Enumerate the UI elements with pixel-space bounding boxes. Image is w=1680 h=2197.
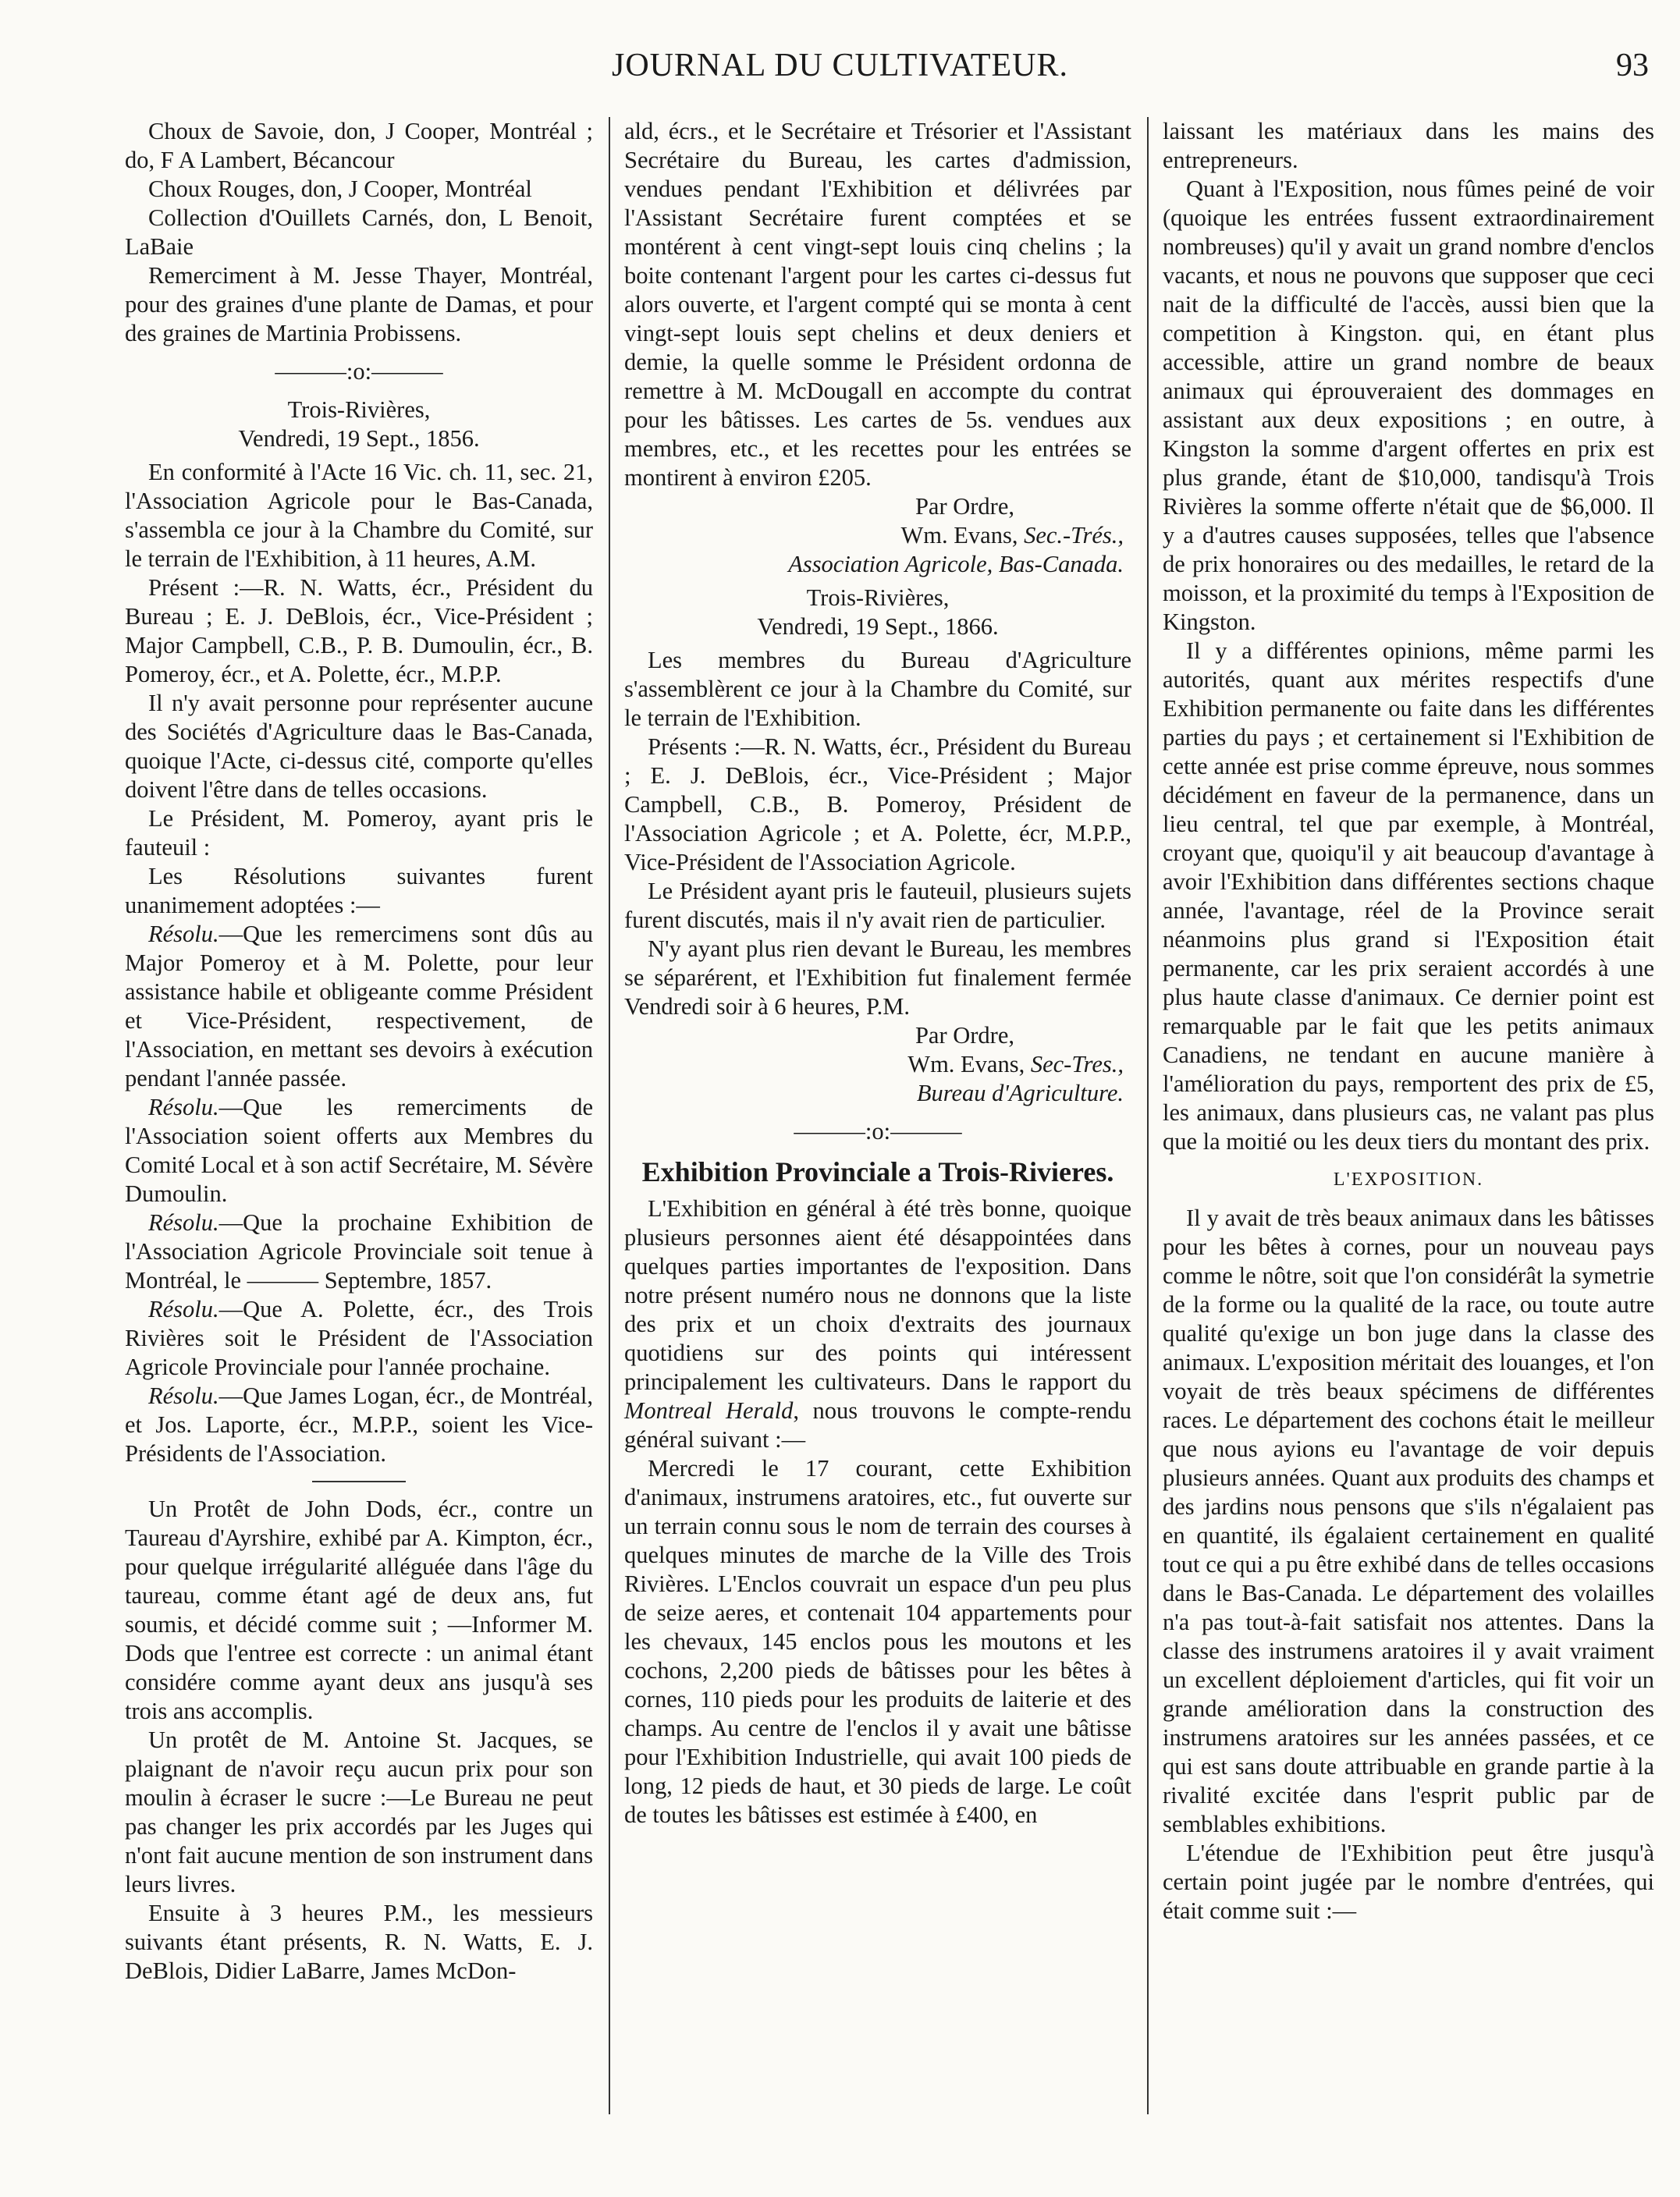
- paragraph: Les Résolutions suivantes furent unanimement adoptées :—: [125, 863, 593, 918]
- paragraph: Un protêt de M. Antoine St. Jacques, se plaignant de n'avoir reçu aucun prix pour son moulin à écraser le sucre :—Le Bureau ne peut pas changer les prix accordés par les Juges qui n'ont fait aucune mention de son instrument dans leurs livres.: [125, 1727, 593, 1897]
- journal-title: JOURNAL DU CULTIVATEUR.: [612, 48, 1068, 83]
- dateline: [624, 584, 1131, 641]
- paragraph: Il n'y avait personne pour représenter aucune des Sociétés d'Agriculture daas le Bas-Canada, quoique l'Acte, ci-dessus cité, comporte qu'elles doivent l'être dans de telles occasions.: [125, 690, 593, 803]
- paragraph: laissant les matériaux dans les mains des entrepreneurs.: [1163, 118, 1654, 173]
- column-divider: [1147, 117, 1149, 2114]
- resolution-label: Résolu.: [148, 1209, 219, 1236]
- short-rule: [312, 1481, 406, 1482]
- page-number: 93: [1616, 48, 1649, 83]
- article-columns: [125, 117, 1654, 2130]
- resolution-text: —Que la prochaine Exhibition de l'Association Agricole Provinciale soit tenue à Montréal, le ——— Septembre, 1857.: [125, 1209, 593, 1294]
- dateline-day: Vendredi, 19 Sept., 1866.: [757, 613, 999, 640]
- signature-organization: Association Agricole, Bas-Canada.: [788, 551, 1124, 577]
- paragraph: Remerciment à M. Jesse Thayer, Montréal, pour des graines d'une plante de Damas, et pour des graines de Martinia Probissens.: [125, 262, 593, 346]
- paragraph: N'y ayant plus rien devant le Bureau, les membres se séparérent, et l'Exhibition fut finalement fermée Vendredi soir à 6 heures, P.M.: [624, 935, 1131, 1020]
- paragraph: Mercredi le 17 courant, cette Exhibition d'animaux, instrumens aratoires, etc., fut ouverte sur un terrain connu sous le nom de terrain des courses à quelques minutes de marche de la Ville des Trois Rivières. L'Enclos couvrait un espace d'un peu plus de seize aeres, et contenait 104 appartements pour les chevaux, 145 enclos pous les moutons et les cochons, 2,200 pieds de bâtisses pour les bêtes à cornes, 110 pieds pour les produits de laiterie et des champs. Au centre de l'enclos il y avait une bâtisse pour l'Exhibition Industrielle, qui avait 100 pieds de long, 12 pieds de haut, et 30 pieds de large. Le coût de toutes les bâtisses est estimée à £400, en: [624, 1455, 1131, 1828]
- resolution-label: Résolu.: [148, 1382, 219, 1409]
- paragraph: ald, écrs., et le Secrétaire et Trésorier et l'Assistant Secrétaire du Bureau, les cartes d'admission, vendues pendant l'Exhibition et délivrées par l'Assistant Secrétaire furent comptées et se montérent à cent vingt-sept louis cinq chelins ; la boite contenant l'argent pour les cartes ci-dessus fut alors ouverte, et l'argent compté qui se monta à cent vingt-sept louis sept chelins et deux deniers et demie, la quelle somme le Président ordonna de remettre à M. McDougall en accompte du contrat pour les bâtisses. Les cartes de 5s. vendues aux membres, etc., et les recettes pour les entrées se montirent à environ £205.: [624, 118, 1131, 491]
- paragraph: Il y avait de très beaux animaux dans les bâtisses pour les bêtes à cornes, pour un nouveau pays comme le nôtre, soit que l'on considérât la symetrie de la forme ou la qualité de la race, ou toute autre qualité qu'exige un bon juge dans la classe des animaux. L'exposition méritait des louanges, et l'on voyait de très beaux spécimens de différentes races. Le département des cochons était le meilleur que nous ayions eu l'avantage de voir depuis plusieurs années. Quant aux produits des champs et des jardins nous pensons que s'ils n'égalaient pas en quantité, ils égalaient certainement en qualité tout ce qui a pu être exhibé dans de telles occasions dans le Bas-Canada. Le département des volailles n'a pas tout-à-fait satisfait nos attentes. Dans la classe des instrumens aratoires il y avait vraiment un excellent déploiement d'articles, qui fit voir un grande amélioration dans la construction des instrumens aratoires sur les années passées, et ce qui est sans doute attribuable en grande partie à la rivalité excitée dans l'esprit public par de semblables exhibitions.: [1163, 1205, 1654, 1837]
- dateline-place: Trois-Rivières,: [806, 584, 950, 611]
- resolution-text: —Que les remercimens sont dûs au Major Pomeroy et à M. Polette, pour leur assistance habile et obligeante comme Président et Vice-Président, respectivement, de l'Association, en mettant ses devoirs à exécution pendant l'année passée.: [125, 921, 593, 1091]
- paragraph: En conformité à l'Acte 16 Vic. ch. 11, sec. 21, l'Association Agricole pour le Bas-Canada, s'assembla ce jour à la Chambre du Comité, sur le terrain de l'Exhibition, à 11 heures, A.M.: [125, 459, 593, 572]
- signature-order: Par Ordre,: [915, 493, 1014, 520]
- resolution-text: —Que les remerciments de l'Association soient offerts aux Membres du Comité Local et à son actif Secrétaire, M. Sévère Dumoulin.: [125, 1094, 593, 1207]
- paragraph: Présent :—R. N. Watts, écr., Président du Bureau ; E. J. DeBlois, écr., Vice-Président ; Major Campbell, C.B., P. B. Dumoulin, écr., B. Pomeroy, écr., et A. Polette, écr., M.P.P.: [125, 574, 593, 687]
- dateline: [125, 396, 593, 453]
- resolution-label: Résolu.: [148, 1094, 219, 1120]
- resolution: [125, 920, 593, 1093]
- paragraph: Choux de Savoie, don, J Cooper, Montréal ; do, F A Lambert, Bécancour: [125, 118, 593, 173]
- column-2: [624, 117, 1131, 2130]
- signature-title: Sec-Tres.,: [1030, 1051, 1124, 1077]
- paragraph: Un Protêt de John Dods, écr., contre un Taureau d'Ayrshire, exhibé par A. Kimpton, écr., pour quelque irrégularité alléguée dans l'âge du taureau, comme étant agé de deux ans, fut soumis, et décidé comme suit ; —Informer M. Dods que l'entree est correcte : un animal étant considére comme ayant deux ans jusqu'à ses trois ans accomplis.: [125, 1496, 593, 1724]
- signature-block: [624, 1021, 1131, 1108]
- dateline-day: Vendredi, 19 Sept., 1856.: [238, 425, 480, 452]
- paragraph: Ensuite à 3 heures P.M., les messieurs suivants étant présents, R. N. Watts, E. J. DeBlois, Didier LaBarre, James McDon-: [125, 1900, 593, 1984]
- signature-person: Wm. Evans,: [900, 522, 1025, 548]
- section-separator: ———:o:———: [275, 358, 443, 385]
- paragraph: Présents :—R. N. Watts, écr., Président du Bureau ; E. J. DeBlois, écr., Vice-Président ; Major Campbell, C.B., B. Pomeroy, Président de l'Association Agricole ; et A. Polette, écr, M.P.P., Vice-Président de l'Association Agricole.: [624, 733, 1131, 875]
- signature-name: [624, 1050, 1124, 1079]
- resolution: [125, 1093, 593, 1209]
- column-divider: [609, 117, 610, 2114]
- signature-order: Par Ordre,: [915, 1022, 1014, 1049]
- resolution-label: Résolu.: [148, 921, 219, 947]
- paragraph: Quant à l'Exposition, nous fûmes peiné de voir (quoique les entrées fussent extraordinairement nombreuses) qu'il y avait un grand nombre d'enclos vacants, et nous ne pouvons que supposer que ceci nait de la difficulté de l'accès, aussi bien que la competition à Kingston. qui, en étant plus accessible, attire un grand nombre de beaux animaux qui éprouveraient des dommages en assistant aux deux expositions ; en outre, à Kingston la somme d'argent offertes en prix est plus grande, étant de $10,000, tandisqu'à Trois Rivières la somme offerte n'était que de $6,000. Il y a d'autres causes supposées, telles que l'absence de prix honoraires ou des medailles, le retard de la moisson, et la proximité du temps à l'Exposition de Kingston.: [1163, 176, 1654, 635]
- paragraph: Le Président, M. Pomeroy, ayant pris le fauteuil :: [125, 805, 593, 861]
- text-run: L'Exhibition en général à été très bonne, quoique plusieurs personnes aient été désappointées dans quelques parties importantes de l'exposition. Dans notre présent numéro nous ne donnons que la liste des prix et un choix d'extraits des journaux quotidiens sur des points qui intéressent principalement les cultivateurs. Dans le rapport du: [624, 1195, 1131, 1395]
- section-separator: ———:o:———: [794, 1118, 962, 1145]
- paragraph: Choux Rouges, don, J Cooper, Montréal: [148, 176, 532, 202]
- page-header: [0, 47, 1680, 101]
- resolution: [125, 1209, 593, 1295]
- signature-name: [624, 521, 1124, 550]
- resolution-text: —Que A. Polette, écr., des Trois Rivières soit le Président de l'Association Agricole Provinciale pour l'année prochaine.: [125, 1296, 593, 1380]
- paragraph: Les membres du Bureau d'Agriculture s'assemblèrent ce jour à la Chambre du Comité, sur le terrain de l'Exhibition.: [624, 647, 1131, 731]
- signature-title: Sec.-Trés.,: [1024, 522, 1124, 548]
- paragraph: L'étendue de l'Exhibition peut être jusqu'à certain point jugée par le nombre d'entrées, qui était comme suit :—: [1163, 1840, 1654, 1924]
- text-run: , nous trouvons le compte-rendu général suivant :—: [624, 1397, 1131, 1453]
- resolution: [125, 1295, 593, 1382]
- resolution-label: Résolu.: [148, 1296, 219, 1322]
- column-3: [1163, 117, 1654, 2130]
- paragraph: Il y a différentes opinions, même parmi les autorités, quant aux mérites respectifs d'une Exhibition permanente ou faite dans les différentes parties du pays ; et certainement si l'Exhibition de cette année est prise comme épreuve, nous sommes décidément en faveur de la permanence, dans un lieu central, tel que par exemple, à Montréal, croyant que, quoiqu'il y ait beaucoup d'avantage à avoir l'Exhibition dans différentes sections chaque année, l'avantage, réel de la Province serait néanmoins plus grand si l'Exposition était permanente, car les prix seraient accordés à une plus haute classe d'animaux. Ce dernier point est remarquable par le fait que les petits animaux Canadiens, ne tendant en aucune manière à l'amélioration du pays, remportent des prix de £5, les animaux, dans plusieurs cas, ne valant pas plus que la moitié ou les deux tiers du montant des prix.: [1163, 637, 1654, 1155]
- signature-organization: Bureau d'Agriculture.: [916, 1080, 1124, 1106]
- paragraph: [624, 1194, 1131, 1454]
- signature-person: Wm. Evans,: [907, 1051, 1031, 1077]
- newspaper-name: Montreal Herald: [624, 1397, 794, 1424]
- signature-block: [624, 492, 1131, 579]
- paragraph: Le Président ayant pris le fauteuil, plusieurs sujets furent discutés, mais il n'y avait rien de particulier.: [624, 878, 1131, 933]
- section-subheading: L'EXPOSITION.: [1333, 1169, 1484, 1190]
- column-1: [125, 117, 593, 2130]
- resolution-text: —Que James Logan, écr., de Montréal, et Jos. Laporte, écr., M.P.P., soient les Vice-Présidents de l'Association.: [125, 1382, 593, 1467]
- resolution: [125, 1382, 593, 1468]
- dateline-place: Trois-Rivières,: [287, 396, 431, 423]
- article-heading: Exhibition Provinciale a Trois-Rivieres.: [641, 1156, 1114, 1187]
- paragraph: Collection d'Ouillets Carnés, don, L Benoit, LaBaie: [125, 204, 593, 260]
